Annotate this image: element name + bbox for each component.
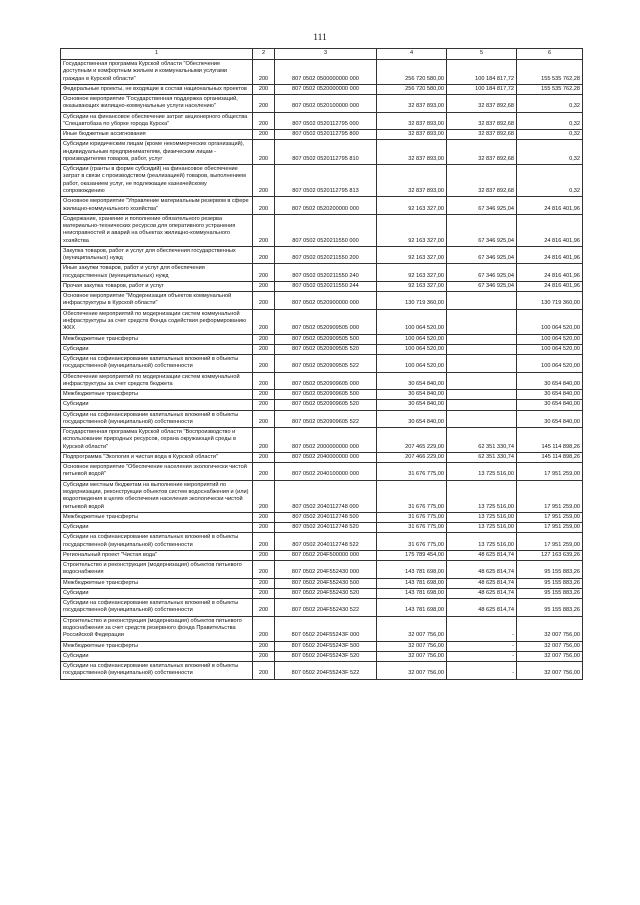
row-executed-cell: 48 625 814,74 — [447, 599, 517, 617]
row-executed-cell: 13 725 516,00 — [447, 480, 517, 512]
row-code-cell: 200 — [253, 60, 275, 85]
row-executed-cell: - — [447, 662, 517, 680]
row-code-cell: 200 — [253, 264, 275, 282]
row-kbk-cell: 807 0502 0520909605 522 — [275, 410, 377, 428]
row-remaining-cell: 24 816 401,96 — [517, 264, 583, 282]
row-code-cell: 200 — [253, 588, 275, 598]
table-row — [61, 533, 583, 551]
row-remaining-cell: 100 064 520,00 — [517, 334, 583, 344]
row-kbk-cell: 807 0502 0520909605 520 — [275, 400, 377, 410]
row-executed-cell: - — [447, 641, 517, 651]
row-code-cell: 200 — [253, 616, 275, 641]
row-executed-cell: 62 351 330,74 — [447, 428, 517, 453]
table-row — [61, 662, 583, 680]
table-row — [61, 641, 583, 651]
table-row — [61, 355, 583, 373]
row-code-cell: 200 — [253, 334, 275, 344]
row-kbk-cell: 807 0502 2040100000 000 — [275, 463, 377, 481]
row-approved-cell: 30 654 840,00 — [377, 372, 447, 390]
row-executed-cell — [447, 334, 517, 344]
table-row — [61, 452, 583, 462]
row-executed-cell: 67 346 925,04 — [447, 197, 517, 215]
row-approved-cell: 32 837 893,00 — [377, 130, 447, 140]
row-approved-cell: 100 064 520,00 — [377, 334, 447, 344]
row-remaining-cell: 145 114 898,26 — [517, 452, 583, 462]
row-remaining-cell: 155 535 762,28 — [517, 84, 583, 94]
row-executed-cell — [447, 372, 517, 390]
row-executed-cell: 48 625 814,74 — [447, 561, 517, 579]
row-code-cell: 200 — [253, 480, 275, 512]
row-kbk-cell: 807 0502 204F552430 522 — [275, 599, 377, 617]
row-code-cell: 200 — [253, 512, 275, 522]
row-approved-cell: 256 720 580,00 — [377, 60, 447, 85]
row-executed-cell — [447, 355, 517, 373]
row-executed-cell: 32 837 892,68 — [447, 130, 517, 140]
row-name-cell: Обеспечение мероприятий по модернизации систем коммунальной инфраструктуры за счет средств бюджета — [61, 372, 253, 390]
row-executed-cell: 32 837 892,68 — [447, 165, 517, 197]
row-executed-cell: 32 837 892,68 — [447, 112, 517, 130]
row-executed-cell: 48 625 814,74 — [447, 588, 517, 598]
row-name-cell: Государственная программа Курской области "Обеспечение доступным и комфортным жильем и коммунальными услугами граждан в Курской области" — [61, 60, 253, 85]
row-code-cell: 200 — [253, 463, 275, 481]
row-name-cell: Субсидии — [61, 588, 253, 598]
row-kbk-cell: 807 0502 0520909505 500 — [275, 334, 377, 344]
row-executed-cell: 67 346 925,04 — [447, 214, 517, 246]
row-name-cell: Строительство и реконструкция (модернизация) объектов питьевого водоснабжения — [61, 561, 253, 579]
row-kbk-cell: 807 0502 204F5524ЗF 520 — [275, 651, 377, 661]
row-kbk-cell: 807 0502 204F5524ЗF 500 — [275, 641, 377, 651]
row-code-cell: 200 — [253, 550, 275, 560]
row-approved-cell: 175 789 454,00 — [377, 550, 447, 560]
row-remaining-cell: 17 951 259,00 — [517, 523, 583, 533]
table-row — [61, 264, 583, 282]
row-remaining-cell: 32 007 756,00 — [517, 616, 583, 641]
row-code-cell: 200 — [253, 428, 275, 453]
table-row — [61, 246, 583, 264]
row-approved-cell: 207 466 229,00 — [377, 452, 447, 462]
row-code-cell: 200 — [253, 130, 275, 140]
row-approved-cell: 100 064 520,00 — [377, 344, 447, 354]
table-row — [61, 165, 583, 197]
row-code-cell: 200 — [253, 410, 275, 428]
row-kbk-cell: 807 0502 0500000000 000 — [275, 60, 377, 85]
row-kbk-cell: 807 0502 204F552430 500 — [275, 578, 377, 588]
row-code-cell: 200 — [253, 84, 275, 94]
row-kbk-cell: 807 0502 0520909505 522 — [275, 355, 377, 373]
row-name-cell: Подпрограмма "Экология и чистая вода в Курской области" — [61, 452, 253, 462]
row-name-cell: Федеральные проекты, не входящие в состав национальных проектов — [61, 84, 253, 94]
row-name-cell: Содержание, хранение и пополнение обязательного резерва материально-технических ресурсов для оперативного устранения неисправностей и аварий на объектах жилищно-коммунального хозяйства — [61, 214, 253, 246]
row-approved-cell: 143 781 698,00 — [377, 561, 447, 579]
row-code-cell: 200 — [253, 599, 275, 617]
row-remaining-cell: 100 064 520,00 — [517, 355, 583, 373]
row-name-cell: Субсидии — [61, 523, 253, 533]
row-remaining-cell: 0,32 — [517, 130, 583, 140]
row-name-cell: Основное мероприятие "Государственная поддержка организаций, оказывающих жилищно-коммунальные услуги населению" — [61, 95, 253, 113]
row-remaining-cell: 95 155 883,26 — [517, 578, 583, 588]
row-remaining-cell: 17 951 259,00 — [517, 463, 583, 481]
row-code-cell: 200 — [253, 651, 275, 661]
row-name-cell: Региональный проект "Чистая вода" — [61, 550, 253, 560]
row-approved-cell: 31 676 775,00 — [377, 533, 447, 551]
row-name-cell: Государственная программа Курской области "Воспроизводство и использование природных ресурсов, охрана окружающей среды в Курской области" — [61, 428, 253, 453]
header-cell: 1 — [61, 49, 253, 60]
row-code-cell: 200 — [253, 355, 275, 373]
header-cell: 3 — [275, 49, 377, 60]
table-row — [61, 309, 583, 334]
row-remaining-cell: 24 816 401,96 — [517, 197, 583, 215]
row-approved-cell: 31 676 775,00 — [377, 512, 447, 522]
table-row — [61, 550, 583, 560]
row-approved-cell: 31 676 775,00 — [377, 523, 447, 533]
row-kbk-cell: 807 0502 204F552430 000 — [275, 561, 377, 579]
row-code-cell: 200 — [253, 533, 275, 551]
table-row — [61, 292, 583, 310]
row-name-cell: Межбюджетные трансферты — [61, 334, 253, 344]
row-approved-cell: 143 781 698,00 — [377, 578, 447, 588]
row-kbk-cell: 807 0502 0520211550 240 — [275, 264, 377, 282]
row-code-cell: 200 — [253, 390, 275, 400]
row-approved-cell: 32 007 756,00 — [377, 616, 447, 641]
row-kbk-cell: 807 0502 0520000000 000 — [275, 84, 377, 94]
row-kbk-cell: 807 0502 204F5524ЗF 522 — [275, 662, 377, 680]
row-name-cell: Субсидии на софинансирование капитальных вложений в объекты государственной (муниципальной) собственности — [61, 533, 253, 551]
header-cell: 2 — [253, 49, 275, 60]
row-code-cell: 200 — [253, 140, 275, 165]
row-remaining-cell: 24 816 401,96 — [517, 246, 583, 264]
row-kbk-cell: 807 0502 0520112795 800 — [275, 130, 377, 140]
row-remaining-cell: 0,32 — [517, 140, 583, 165]
row-executed-cell — [447, 410, 517, 428]
row-approved-cell: 32 007 756,00 — [377, 641, 447, 651]
row-remaining-cell: 0,32 — [517, 112, 583, 130]
row-code-cell: 200 — [253, 578, 275, 588]
row-kbk-cell: 807 0502 204F552430 520 — [275, 588, 377, 598]
row-name-cell: Субсидии на софинансирование капитальных вложений в объекты государственной (муниципальной) собственности — [61, 355, 253, 373]
header-cell: 5 — [447, 49, 517, 60]
row-executed-cell — [447, 344, 517, 354]
row-approved-cell: 32 837 893,00 — [377, 140, 447, 165]
row-approved-cell: 256 720 580,00 — [377, 84, 447, 94]
row-executed-cell: 13 725 516,00 — [447, 533, 517, 551]
row-executed-cell: 13 725 516,00 — [447, 523, 517, 533]
table-row — [61, 616, 583, 641]
row-executed-cell: 67 346 925,04 — [447, 246, 517, 264]
row-approved-cell: 92 163 327,00 — [377, 214, 447, 246]
row-executed-cell — [447, 400, 517, 410]
row-remaining-cell: 95 155 883,26 — [517, 588, 583, 598]
row-code-cell: 200 — [253, 344, 275, 354]
row-name-cell: Субсидии — [61, 344, 253, 354]
table-row — [61, 372, 583, 390]
row-remaining-cell: 145 114 898,26 — [517, 428, 583, 453]
row-kbk-cell: 807 0502 2040112748 522 — [275, 533, 377, 551]
row-code-cell: 200 — [253, 197, 275, 215]
row-kbk-cell: 807 0502 0520900000 000 — [275, 292, 377, 310]
row-approved-cell: 32 007 756,00 — [377, 651, 447, 661]
header-cell: 6 — [517, 49, 583, 60]
row-name-cell: Субсидии юридическим лицам (кроме некоммерческих организаций), индивидуальным предпринимателям, физическим лицам - производителям товаров, работ, услуг — [61, 140, 253, 165]
table-row — [61, 578, 583, 588]
row-kbk-cell: 807 0502 2040112748 000 — [275, 480, 377, 512]
table-row — [61, 651, 583, 661]
row-executed-cell: 67 346 925,04 — [447, 264, 517, 282]
row-approved-cell: 31 676 775,00 — [377, 480, 447, 512]
row-code-cell: 200 — [253, 309, 275, 334]
row-code-cell: 200 — [253, 95, 275, 113]
row-name-cell: Субсидии на финансовое обеспечение затрат акционерного общества "Спецавтобаза по уборке города Курска" — [61, 112, 253, 130]
table-row — [61, 463, 583, 481]
row-code-cell: 200 — [253, 523, 275, 533]
row-approved-cell: 32 837 893,00 — [377, 112, 447, 130]
row-remaining-cell: 17 951 259,00 — [517, 533, 583, 551]
row-code-cell: 200 — [253, 561, 275, 579]
row-remaining-cell: 100 064 520,00 — [517, 309, 583, 334]
table-row — [61, 95, 583, 113]
row-executed-cell: 48 625 814,74 — [447, 578, 517, 588]
row-approved-cell: 92 163 327,00 — [377, 264, 447, 282]
row-name-cell: Субсидии на софинансирование капитальных вложений в объекты государственной (муниципальной) собственности — [61, 599, 253, 617]
row-approved-cell: 92 163 327,00 — [377, 197, 447, 215]
header-row — [61, 49, 583, 60]
row-kbk-cell: 807 0502 2000000000 000 — [275, 428, 377, 453]
row-code-cell: 200 — [253, 641, 275, 651]
row-remaining-cell: 30 654 840,00 — [517, 410, 583, 428]
row-remaining-cell: 24 816 401,96 — [517, 281, 583, 291]
table-row — [61, 400, 583, 410]
row-remaining-cell: 100 064 520,00 — [517, 344, 583, 354]
table-row — [61, 140, 583, 165]
row-code-cell: 200 — [253, 246, 275, 264]
row-kbk-cell: 807 0502 204F5524ЗF 000 — [275, 616, 377, 641]
table-row — [61, 599, 583, 617]
row-name-cell: Основное мероприятие "Управление материальным резервом в сфере жилищно-коммунального хозяйства" — [61, 197, 253, 215]
row-kbk-cell: 807 0502 0520909505 000 — [275, 309, 377, 334]
table-row — [61, 561, 583, 579]
row-name-cell: Субсидии — [61, 651, 253, 661]
row-executed-cell: 32 837 892,68 — [447, 140, 517, 165]
row-remaining-cell: 17 951 259,00 — [517, 512, 583, 522]
row-approved-cell: 30 654 840,00 — [377, 400, 447, 410]
row-name-cell: Межбюджетные трансферты — [61, 641, 253, 651]
row-remaining-cell: 127 163 639,26 — [517, 550, 583, 560]
table-row — [61, 428, 583, 453]
row-code-cell: 200 — [253, 662, 275, 680]
row-kbk-cell: 807 0502 0520211550 244 — [275, 281, 377, 291]
row-kbk-cell: 807 0502 204F500000 000 — [275, 550, 377, 560]
row-code-cell: 200 — [253, 165, 275, 197]
table-row — [61, 60, 583, 85]
row-name-cell: Прочая закупка товаров, работ и услуг — [61, 281, 253, 291]
row-code-cell: 200 — [253, 400, 275, 410]
table-row — [61, 334, 583, 344]
row-name-cell: Субсидии (гранты в форме субсидий) на финансовое обеспечение затрат в связи с производством (реализацией) товаров, выполнением работ, оказанием услуг, не подлежащие казначейскому сопровождению — [61, 165, 253, 197]
row-approved-cell: 30 654 840,00 — [377, 390, 447, 400]
row-remaining-cell: 30 654 840,00 — [517, 400, 583, 410]
row-code-cell: 200 — [253, 292, 275, 310]
row-approved-cell: 92 163 327,00 — [377, 246, 447, 264]
table-row — [61, 410, 583, 428]
row-code-cell: 200 — [253, 372, 275, 390]
row-executed-cell: 67 346 925,04 — [447, 281, 517, 291]
row-executed-cell — [447, 292, 517, 310]
row-code-cell: 200 — [253, 281, 275, 291]
row-executed-cell: - — [447, 651, 517, 661]
row-approved-cell: 32 007 756,00 — [377, 662, 447, 680]
row-remaining-cell: 30 654 840,00 — [517, 390, 583, 400]
row-approved-cell: 207 465 229,00 — [377, 428, 447, 453]
table-row — [61, 84, 583, 94]
row-name-cell: Межбюджетные трансферты — [61, 390, 253, 400]
row-name-cell: Межбюджетные трансферты — [61, 578, 253, 588]
header-cell: 4 — [377, 49, 447, 60]
table-row — [61, 523, 583, 533]
row-remaining-cell: 0,32 — [517, 95, 583, 113]
row-approved-cell: 30 654 840,00 — [377, 410, 447, 428]
row-name-cell: Субсидии на софинансирование капитальных вложений в объекты государственной (муниципальной) собственности — [61, 410, 253, 428]
budget-table — [60, 48, 583, 680]
row-approved-cell: 32 837 893,00 — [377, 95, 447, 113]
row-remaining-cell: 24 816 401,96 — [517, 214, 583, 246]
row-name-cell: Строительство и реконструкция (модернизация) объектов питьевого водоснабжения за счет средств резервного фонда Правительства Российской Федерации — [61, 616, 253, 641]
row-executed-cell: 13 725 516,00 — [447, 463, 517, 481]
table-row — [61, 281, 583, 291]
table-row — [61, 197, 583, 215]
row-remaining-cell: 95 155 883,26 — [517, 561, 583, 579]
row-remaining-cell: 17 951 259,00 — [517, 480, 583, 512]
row-executed-cell — [447, 309, 517, 334]
row-executed-cell: 100 184 817,72 — [447, 84, 517, 94]
table-row — [61, 390, 583, 400]
row-kbk-cell: 807 0502 0520909605 000 — [275, 372, 377, 390]
row-kbk-cell: 807 0502 0520200000 000 — [275, 197, 377, 215]
row-kbk-cell: 807 0502 0520211550 200 — [275, 246, 377, 264]
row-name-cell: Основное мероприятие "Обеспечение населения экологически чистой питьевой водой" — [61, 463, 253, 481]
row-remaining-cell: 32 007 756,00 — [517, 651, 583, 661]
row-kbk-cell: 807 0502 2040112748 520 — [275, 523, 377, 533]
row-name-cell: Межбюджетные трансферты — [61, 512, 253, 522]
page-number: 111 — [313, 33, 327, 43]
row-kbk-cell: 807 0502 0520112795 000 — [275, 112, 377, 130]
row-kbk-cell: 807 0502 0520909605 500 — [275, 390, 377, 400]
row-remaining-cell: 32 007 756,00 — [517, 662, 583, 680]
table-row — [61, 130, 583, 140]
row-executed-cell — [447, 390, 517, 400]
row-executed-cell: - — [447, 616, 517, 641]
row-name-cell: Основное мероприятие "Модернизация объектов коммунальной инфраструктуры в Курской области" — [61, 292, 253, 310]
row-remaining-cell: 155 535 762,28 — [517, 60, 583, 85]
row-executed-cell: 100 184 817,72 — [447, 60, 517, 85]
row-approved-cell: 100 064 520,00 — [377, 355, 447, 373]
row-name-cell: Иные бюджетные ассигнования — [61, 130, 253, 140]
row-kbk-cell: 807 0502 0520909505 520 — [275, 344, 377, 354]
table-row — [61, 112, 583, 130]
row-name-cell: Иные закупки товаров, работ и услуг для обеспечения государственных (муниципальных) нужд — [61, 264, 253, 282]
row-approved-cell: 130 719 360,00 — [377, 292, 447, 310]
row-code-cell: 200 — [253, 214, 275, 246]
row-kbk-cell: 807 0502 0520100000 000 — [275, 95, 377, 113]
row-remaining-cell: 95 155 883,26 — [517, 599, 583, 617]
table-row — [61, 512, 583, 522]
row-remaining-cell: 32 007 756,00 — [517, 641, 583, 651]
table-row — [61, 344, 583, 354]
row-name-cell: Обеспечение мероприятий по модернизации систем коммунальной инфраструктуры за счет средств Фонда содействия реформированию ЖКХ — [61, 309, 253, 334]
row-name-cell: Субсидии местным бюджетам на выполнение мероприятий по модернизации, реконструкции объектов систем водоснабжения и (или) водоотведения в целях обеспечения населения экологически чистой питьевой водой — [61, 480, 253, 512]
row-approved-cell: 92 163 327,00 — [377, 281, 447, 291]
row-approved-cell: 143 781 698,00 — [377, 588, 447, 598]
row-code-cell: 200 — [253, 452, 275, 462]
row-kbk-cell: 807 0502 0520112795 813 — [275, 165, 377, 197]
row-approved-cell: 32 837 893,00 — [377, 165, 447, 197]
row-code-cell: 200 — [253, 112, 275, 130]
row-kbk-cell: 807 0502 2040112748 500 — [275, 512, 377, 522]
row-name-cell: Субсидии — [61, 400, 253, 410]
row-approved-cell: 100 064 520,00 — [377, 309, 447, 334]
row-kbk-cell: 807 0502 2040000000 000 — [275, 452, 377, 462]
row-remaining-cell: 30 654 840,00 — [517, 372, 583, 390]
row-kbk-cell: 807 0502 0520211550 000 — [275, 214, 377, 246]
row-name-cell: Субсидии на софинансирование капитальных вложений в объекты государственной (муниципальной) собственности — [61, 662, 253, 680]
table-row — [61, 588, 583, 598]
row-executed-cell: 62 351 330,74 — [447, 452, 517, 462]
row-kbk-cell: 807 0502 0520112795 810 — [275, 140, 377, 165]
table-row — [61, 480, 583, 512]
row-remaining-cell: 130 719 360,00 — [517, 292, 583, 310]
row-executed-cell: 48 625 814,74 — [447, 550, 517, 560]
row-approved-cell: 143 781 698,00 — [377, 599, 447, 617]
row-name-cell: Закупка товаров, работ и услуг для обеспечения государственных (муниципальных) нужд — [61, 246, 253, 264]
row-remaining-cell: 0,32 — [517, 165, 583, 197]
table-row — [61, 214, 583, 246]
row-executed-cell: 32 837 892,68 — [447, 95, 517, 113]
row-executed-cell: 13 725 516,00 — [447, 512, 517, 522]
row-approved-cell: 31 676 775,00 — [377, 463, 447, 481]
